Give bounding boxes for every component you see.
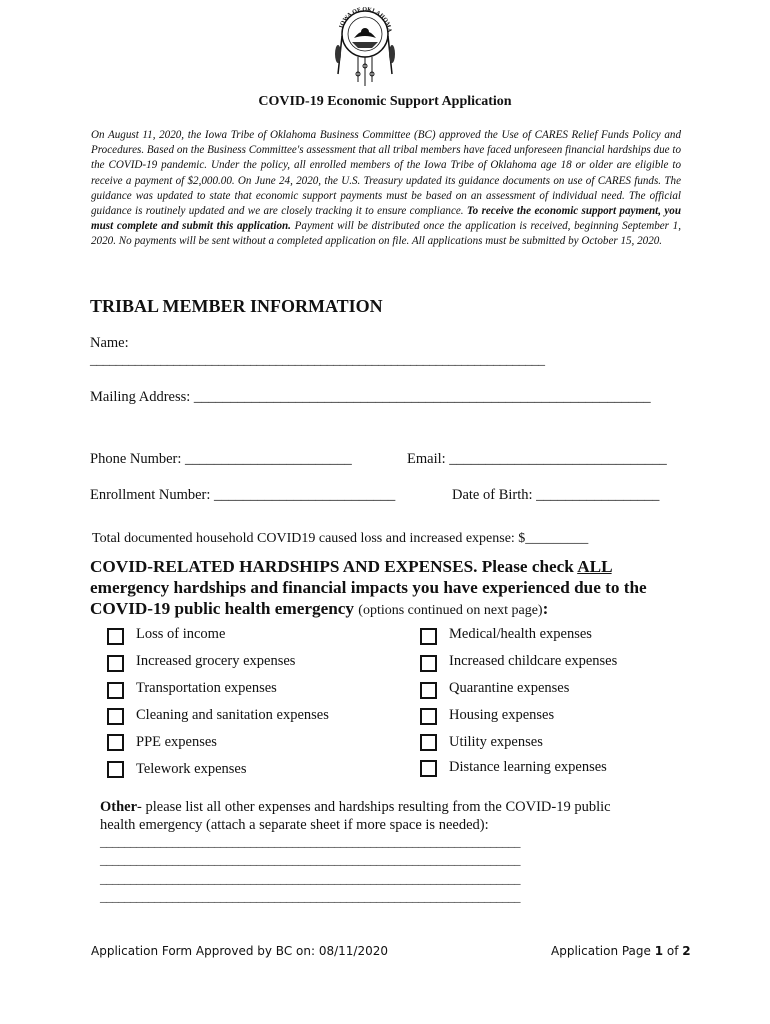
checkbox-label: Housing expenses <box>449 707 555 723</box>
name-label: Name: <box>90 335 129 351</box>
checkbox-label: Cleaning and sanitation expenses <box>136 707 329 723</box>
intro-text-2: Payment will be distributed once the application is received, beginning September 1, 2020. No payments will be sent without a completed application on file. All applications must be submitted by October 15, 2020. <box>91 220 681 248</box>
checkbox-label: Loss of income <box>136 626 226 642</box>
checkbox-label: Medical/health expenses <box>449 626 592 642</box>
footer-page-total: 2 <box>682 944 691 958</box>
checkbox-distance-learning[interactable] <box>420 760 437 777</box>
checkbox-label: PPE expenses <box>136 734 217 750</box>
hardships-heading-note: (options continued on next page) <box>358 603 543 618</box>
footer-page-prefix: Application Page <box>551 944 655 958</box>
footer-page-current: 1 <box>654 944 664 958</box>
section-heading-member-info: TRIBAL MEMBER INFORMATION <box>90 296 383 316</box>
hardships-heading-all: ALL <box>577 557 612 576</box>
other-label-line2: health emergency (attach a separate sheet if more space is needed): <box>100 817 489 833</box>
email-field[interactable]: Email: ______________________________ <box>407 451 667 467</box>
other-blank-line[interactable]: ______________________________________________________________________ <box>100 852 520 867</box>
checkbox-label: Increased grocery expenses <box>136 653 296 669</box>
tribal-seal-logo <box>332 4 398 90</box>
date-of-birth-field[interactable]: Date of Birth: _________________ <box>452 487 660 503</box>
checkbox-housing[interactable] <box>420 708 437 725</box>
intro-emphasis: To receive the economic support payment, you must <box>91 205 682 233</box>
checkbox-quarantine[interactable] <box>420 682 437 699</box>
footer-page-of: of <box>663 944 683 958</box>
checkbox-label: Utility expenses <box>449 734 543 750</box>
other-label <box>100 799 611 816</box>
checkbox-label: Quarantine expenses <box>449 680 570 696</box>
name-field[interactable]: _______________________________________________________________________ <box>90 353 545 368</box>
other-blank-line[interactable]: ______________________________________________________________________ <box>100 834 520 849</box>
checkbox-loss-of-income[interactable] <box>107 628 124 645</box>
other-blank-line[interactable]: ______________________________________________________________________ <box>100 889 520 904</box>
intro-paragraph <box>91 128 681 250</box>
checkbox-label: Telework expenses <box>136 761 247 777</box>
checkbox-childcare[interactable] <box>420 655 437 672</box>
household-loss-field[interactable]: Total documented household COVID19 caused loss and increased expense: $_________ <box>92 531 589 546</box>
hardships-heading-text: COVID-RELATED HARDSHIPS AND EXPENSES. Please check <box>90 557 578 576</box>
hardships-heading <box>90 556 690 621</box>
checkbox-increased-grocery[interactable] <box>107 655 124 672</box>
checkbox-label: Transportation expenses <box>136 680 277 696</box>
checkbox-label: Distance learning expenses <box>449 759 607 775</box>
other-label-text: - please list all other expenses and hardships resulting from the COVID-19 public <box>137 799 611 815</box>
phone-number-field[interactable]: Phone Number: _______________________ <box>90 451 352 467</box>
other-blank-line[interactable]: ______________________________________________________________________ <box>100 871 520 886</box>
checkbox-cleaning-sanitation[interactable] <box>107 708 124 725</box>
hardships-heading-colon: : <box>542 599 549 618</box>
checkbox-ppe[interactable] <box>107 734 124 751</box>
other-label-bold: Other <box>100 799 138 815</box>
checkbox-telework[interactable] <box>107 761 124 778</box>
enrollment-number-field[interactable]: Enrollment Number: _________________________ <box>90 487 396 503</box>
hardships-heading-text-2: emergency hardships and financial impacts you have experienced due to the COVID-19 public health emergency <box>90 578 647 618</box>
document-title: COVID-19 Economic Support Application <box>258 94 512 109</box>
intro-text-1: On August 11, 2020, the Iowa Tribe of Oklahoma Business Committee (BC) approved the Use of CARES Relief Funds Policy and Procedures. Based on the Business Committee's assessment that all tribal members have faced unforeseen financial hardships due to the COVID-19 pandemic. Under the policy, all enrolled members of the Iowa Tribe of Oklahoma age 18 or older are eligible to receive a payment of $2,000.00. On June 24, 2020, the U.S. Treasury updated its guidance documents on use of CARES funds. The guidance was updated to state that economic support payments must be based on an assessment of individual need. The official guidance is routinely updated and we are closely tracking it to ensure compliance. <box>91 129 681 218</box>
checkbox-medical-health[interactable] <box>420 628 437 645</box>
intro-bold: complete and submit this application. <box>116 220 291 233</box>
checkbox-utility[interactable] <box>420 734 437 751</box>
seal-text: IOWA OF OKLAHOMA <box>338 6 393 33</box>
checkbox-label: Increased childcare expenses <box>449 653 618 669</box>
mailing-address-field[interactable]: Mailing Address: _______________________________________________________________ <box>90 389 651 405</box>
checkbox-transportation[interactable] <box>107 682 124 699</box>
footer-page-number <box>551 944 691 958</box>
footer-approval: Application Form Approved by BC on: 08/11/2020 <box>91 944 388 958</box>
